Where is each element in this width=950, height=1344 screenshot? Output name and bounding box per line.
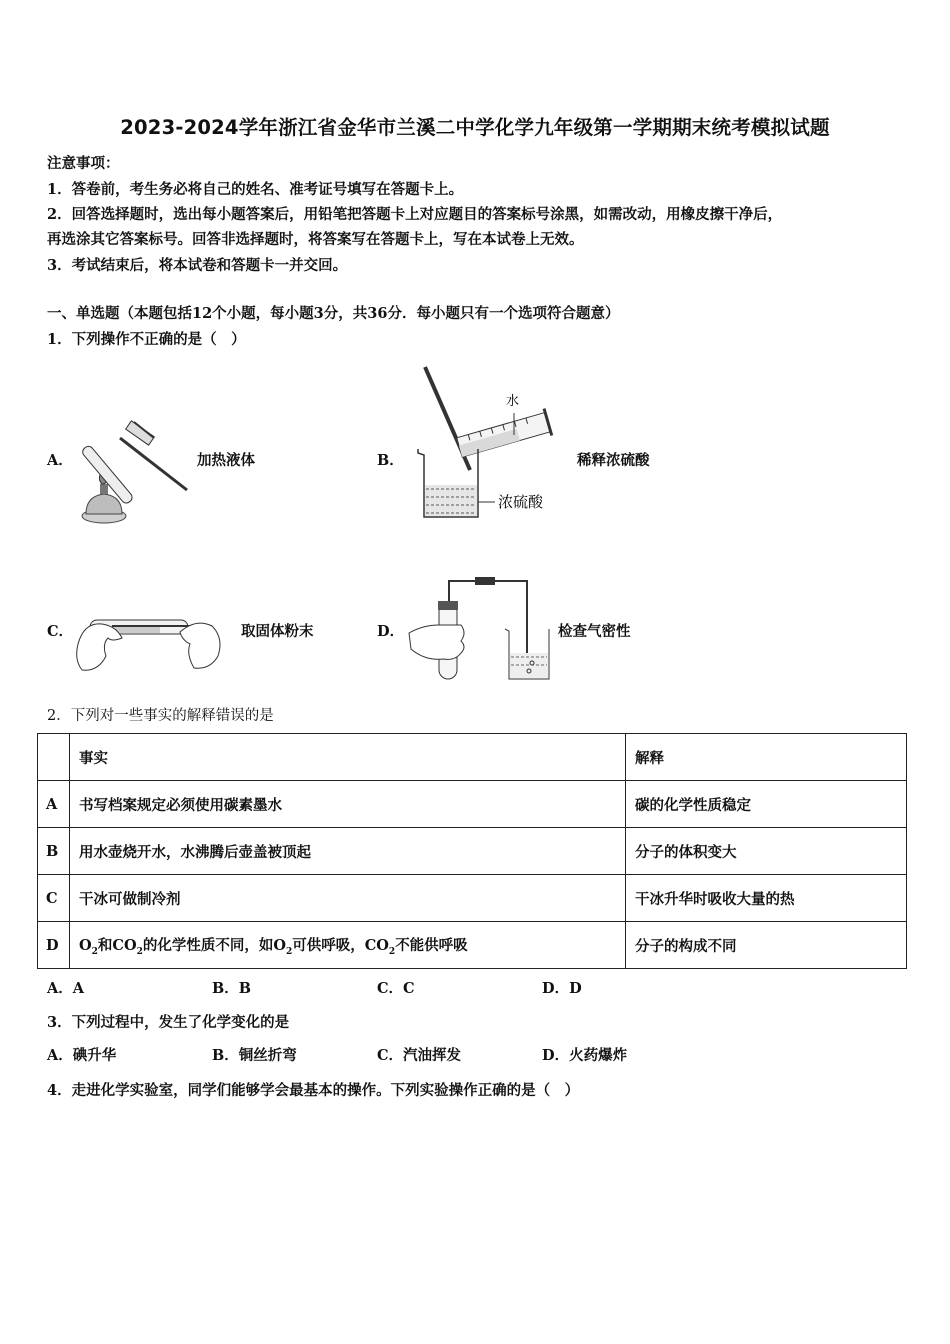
q1-option-a-label: 加热液体 [197,452,255,469]
notice-item-2: 2．回答选择题时，选出每小题答案后，用铅笔把答题卡上对应题目的答案标号涂黑，如需改动，用橡皮擦干净后， [47,206,783,223]
fig-label-acid: 浓硫酸 [498,493,544,511]
table-header-row [38,734,907,781]
table-row [38,875,907,922]
q3-choice-d: D．火药爆炸 [542,1047,628,1064]
airtightness-figure [405,573,557,683]
row-fact-formula: $O_2$和$CO_2$的化学性质不同，如$O_2$可供呼吸，$CO_2$不能供呼吸 [70,922,626,969]
row-fact: 书写档案规定必须使用碳素墨水 [70,781,626,828]
heating-liquid-figure [72,418,192,528]
q2-stem: 2．下列对一些事实的解释错误的是 [47,708,274,724]
table-row [38,828,907,875]
q1-option-d-letter: D． [377,623,405,640]
row-fact: 干冰可做制冷剂 [70,875,626,922]
notice-item-2-cont: 再选涂其它答案标号。回答非选择题时，将答案写在答题卡上，写在本试卷上无效。 [47,231,584,248]
exam-title: 2023-2024学年浙江省金华市兰溪二中学化学九年级第一学期期末统考模拟试题 [120,116,830,139]
q1-option-a-letter: A． [47,452,73,469]
q1-option-c-label: 取固体粉末 [241,623,314,640]
facts-table [37,733,907,969]
q2-choice-d: D．D [542,980,582,997]
row-reason: 碳的化学性质稳定 [626,781,907,828]
q1-option-c-letter: C． [47,623,74,640]
q3-choice-a: A．碘升华 [47,1047,117,1064]
q1-option-b-letter: B． [377,452,404,469]
fig-label-water: 水 [506,394,520,409]
q3-stem: 3．下列过程中，发生了化学变化的是 [47,1014,290,1031]
table-header-reason: 解释 [626,734,907,781]
q2-choice-b: B．B [212,980,252,997]
q2-choice-a: A．A [47,980,85,997]
notice-heading: 注意事项： [47,155,120,172]
row-fact: 用水壶烧开水，水沸腾后壶盖被顶起 [70,828,626,875]
notice-item-3: 3．考试结束后，将本试卷和答题卡一并交回。 [47,257,348,274]
q3-choice-c: C．汽油挥发 [377,1047,462,1064]
dilute-acid-figure [410,365,570,523]
table-row [38,922,907,969]
q1-stem: 1．下列操作不正确的是（ ） [47,331,246,348]
table-row [38,781,907,828]
row-letter: B [38,828,70,875]
powder-figure [72,604,227,676]
q1-option-d-label: 检查气密性 [558,623,631,640]
row-reason: 干冰升华时吸收大量的热 [626,875,907,922]
row-letter: D [38,922,70,969]
q4-stem: 4．走进化学实验室，同学们能够学会最基本的操作。下列实验操作正确的是（ ） [47,1082,580,1099]
row-reason: 分子的体积变大 [626,828,907,875]
row-letter: A [38,781,70,828]
table-header-fact: 事实 [70,734,626,781]
table-header-blank [38,734,70,781]
q3-choice-b: B．铜丝折弯 [212,1047,297,1064]
notice-item-1: 1．答卷前，考生务必将自己的姓名、准考证号填写在答题卡上。 [47,181,464,198]
row-reason: 分子的构成不同 [626,922,907,969]
q2-choice-c: C．C [377,980,415,997]
section-heading: 一、单选题（本题包括12个小题，每小题3分，共36分．每小题只有一个选项符合题意） [47,305,620,322]
row-letter: C [38,875,70,922]
q1-option-b-label: 稀释浓硫酸 [577,452,650,469]
